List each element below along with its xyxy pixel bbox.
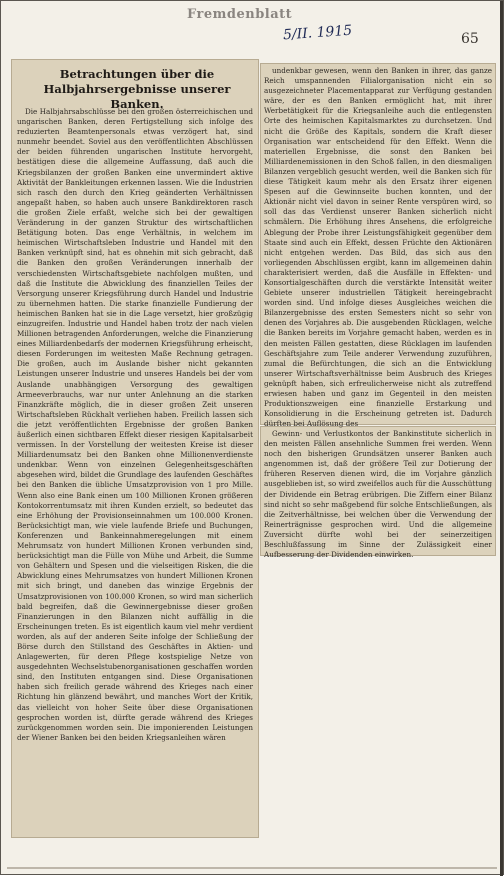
right-top-column-text: undenkbar gewesen, wenn den Banken in ihrer, das ganze Reich umspannenden Filialorganisation nicht ein so ausgezeichneter Placementapparat zur Verfügung gestanden wäre, der es den Banken ermöglicht hat, mit ihrer Werbetätigkeit für die Kriegsanleihe auch die entlegensten Orte des heimischen Kapitalsmarktes zu durchsetzen. Und nicht die Größe des Kapitals, sondern die Kraft dieser Organisation war entscheidend für den Effekt. Wenn die materiellen Ergebnisse, die sonst den Banken bei Milliardenemissionen in den Schoß fallen, in den diesmaligen Bilanzen vergeblich gesucht werden, weil die Banken sich für diese Tätigkeit kaum mehr als den Ersatz ihrer eigenen Spesen auf die Gewinnseite buchen konnten, und der Aktionär nicht viel davon in seiner Rente verspüren wird, so soll das das Verdienst unserer Banken sicherlich nicht schmälern. Die Erhöhung ihres Ansehens, die erfolgreiche Ablegung der Probe ihrer Leistungsfähigkeit gegenüber dem Staate sind auch ein Effekt, dessen Früchte den Aktionären nicht entgehen werden. Das Bild, das sich aus den vorliegenden Abschlüssen ergibt, kann im allgemeinen dahin charakterisiert werden, daß die Ausfälle in Effekten- und Konsortialgeschäften durch die verstärkte Intensität weiter Gebiete unserer industriellen Tätigkeit hereingebracht worden sind. Und infolge dieses Ausgleiches weichen die Bilanzergebnisse des ersten Semesters nicht so sehr von denen des Vorjahres ab. Die ausgebenden Rücklagen, welche die Banken bereits im Vorjahre gemacht haben, werden es in den meisten Fällen gestatten, diese Rücklagen im laufenden Geschäftsjahre zum Teile anderer Verwendung zuzuführen, zumal die Befürchtungen, die sich an die Entwicklung unserer Wirtschaftsverhältnisse beim Ausbruch des Krieges geknüpft haben, sich erfreulicherweise nicht als zutreffend erwiesen haben und ganz im Gegenteil in den meisten Produktionszweigen eine finanzielle Erstarkung und Konsolidierung in die Erscheinung getreten ist. Dadurch dürften bei Auflösung des (264, 66, 492, 429)
scan-edge (500, 1, 503, 876)
article-right-bottom-column (264, 429, 492, 560)
left-column-text: Die Halbjahrsabschlüsse bei den großen österreichischen und ungarischen Banken, deren Fertigstellung sich infolge des reduzierten Beamtenpersonals etwas verzögert hat, sind nunmehr beendet. Soviel aus den veröffentlichten Abschlüssen der beiden führenden ungarischen Institute hervorgeht, bestätigen diese die allgemeine Auffassung, daß auch die Kriegsbilanzen der großen Banken eine unvermindert aktive Aktivität der Bankleitungen erkennen lassen. Wie die Industrien sich rasch den durch den Krieg geänderten Verhältnissen angepaßt haben, so haben auch unsere Bankdirektoren rasch die großen Ziele erfaßt, welche sich bei der gewaltigen Veränderung in der ganzen Struktur des wirtschaftlichen Betätigung boten. Das enge Verhältnis, in welchem im heimischen Wirtschaftsleben Industrie und Handel mit den Banken verknüpft sind, hat es ohnehin mit sich gebracht, daß die Banken den großen Veränderungen innerhalb der verschiedensten Wirtschaftsgebiete nachfolgen mußten, und daß die Institute die Abwicklung des finanziellen Teiles der Versorgung unserer Kriegsführung durch Handel und Industrie zu übernehmen hatten. Die starke finanzielle Fundierung der heimischen Banken hat sie in die Lage versetzt, hier großzügig einzugreifen. Industrie und Handel haben trotz der nach vielen Millionen betragenden Anforderungen, welche die Finanzierung eines Milliardenbedarfs der modernen Kriegsführung erheischt, diesen Forderungen im weitesten Maße Rechnung getragen. Die großen, auch im Auslande bisher nicht gekannten Leistungen unserer Industrie und unseres Handels bei der vom Auslande unabhängigen Versorgung des gewaltigen Armeeverbrauchs, war nur unter Anlehnung an die starken Finanzkräfte möglich, die in dieser großen Zeit unseren Wirtschaftsleben Rückhalt verliehen haben. Freilich lassen sich die jetzt veröffentlichten Ergebnisse der großen Banken äußerlich einen sichtbaren Effekt dieser riesigen Kapitalsarbeit vermissen. In der Vorstellung der weitesten Kreise ist dieser Milliardenumsatz bei den Banken ohne Millionenverdienste undenkbar. Wenn von einzelnen Gelegenheitsgeschäften abgesehen wird, bildet die Grundlage des laufenden Geschäftes bei den Banken die übliche Umsatzprovision von 1 pro Mille. Wenn also eine Bank einen um 100 Millionen Kronen größeren Kontokorrentumsatz mit ihren Kunden erzielt, so bedeutet das eine Erhöhung der Provisionseinnahmen um 100.000 Kronen. Berücksichtigt man, wie viele laufende Briefe und Buchungen, Konferenzen und Bankeinnahmeregelungen mit einem Mehrumsatz von hundert Millionen Kronen verbunden sind, berücksichtigt man die Fülle von Mühe und Arbeit, die Summe von Gehältern und Spesen und die vielseitigen Risken, die die Abwicklung eines Mehrumsatzes von hundert Millionen Kronen mit sich bringt, und daneben das winzige Ergebnis der Umsatzprovisionen von 100.000 Kronen, so wird man sicherlich bald begreifen, daß die Gewinnergebnisse dieser großen Finanzierungen in den Bilanzen nicht auffällig in die Erscheinungen treten. Es ist eigentlich kaum viel mehr verdient worden, als auf der anderen Seite infolge der Schließung der Börse durch den Stillstand des Geschäftes in Aktien- und Anlagewerten, für deren Pflege kostspielige Netze von ausgedehnten Wechselstubenorganisationen geschaffen worden sind, den Instituten entgangen sind. Diese Organisationen haben sich freilich gerade während des Krieges nach einer Richtung hin glänzend bewährt, und manches Wort der Kritik, das vielleicht von hoher Seite über diese Organisationen gesprochen worden ist, dürfte gerade während des Krieges zurückgenommen worden sein. Die imponierenden Leistungen der Wiener Banken bei den beiden Kriegsanleihen wären (17, 107, 253, 742)
article-right-top-column (264, 66, 492, 429)
article-left-column (17, 107, 253, 835)
right-bottom-column-text: Gewinn- und Verlustkontos der Bankinstitute sicherlich in den meisten Fällen ansehnliche Summen frei werden. Wenn noch den bisherigen Grundsätzen unserer Banken auch angenommen ist, daß der größere Teil zur Dotierung der früheren Reserven dienen wird, die im Vorjahre gänzlich ausgeblieben ist, so wird zweifellos auch für die Ausschüttung der Dividende ein Betrag erübrigen. Die Ziffern einer Bilanz sind nicht so sehr maßgebend für solche Entschließungen, als die Zeitverhältnisse, bei welchen über die Verwendung der Reinerträgnisse gesprochen wird. Und die allgemeine Zuversicht dürfte wohl bei der seinerzeitigen Beschlußfassung im Sinne der Zulässigkeit einer Aufbesserung der Dividenden einwirken. (264, 429, 492, 560)
scan-bottom-line (7, 867, 497, 869)
page-number: 65 (461, 31, 479, 47)
newspaper-masthead: Fremdenblatt (187, 7, 293, 22)
article-title: Betrachtungen über die Halbjahrsergebnisse unserer Banken. (43, 67, 231, 111)
handwritten-date: 5/II. 1915 (282, 22, 353, 44)
